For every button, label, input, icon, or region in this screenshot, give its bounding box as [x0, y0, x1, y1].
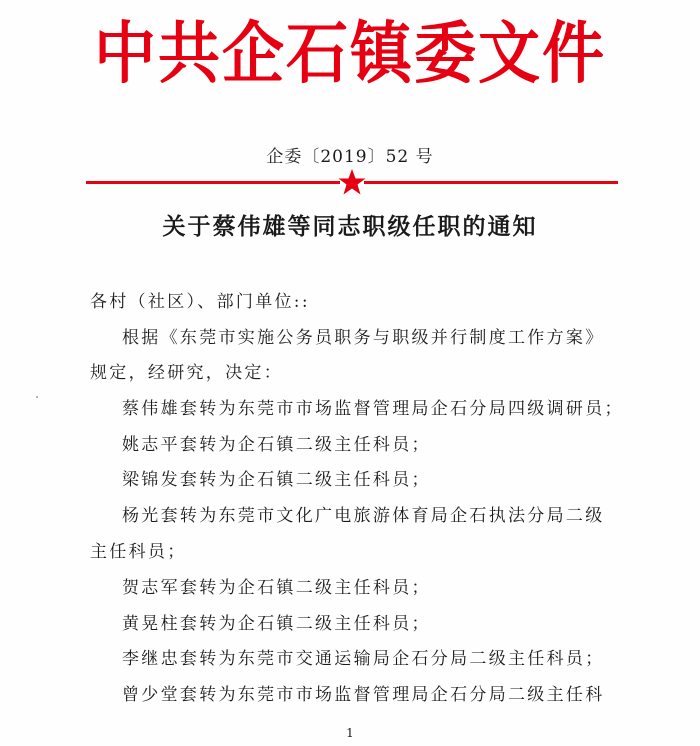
appointment-item: 黄晃柱套转为企石镇二级主任科员；: [122, 614, 431, 634]
appointment-item: 李继忠套转为东莞市交通运输局企石分局二级主任科员；: [122, 649, 605, 669]
appointment-item: 姚志平套转为企石镇二级主任科员；: [122, 435, 431, 455]
document-masthead: 中共企石镇委文件: [93, 14, 606, 93]
red-separator-line-left: [86, 181, 340, 184]
appointment-item: 梁锦发套转为企石镇二级主任科员；: [122, 470, 431, 490]
salutation-line: 各村（社区）、部门单位::: [90, 292, 310, 312]
appointment-item: 贺志军套转为企石镇二级主任科员；: [122, 578, 431, 598]
scan-speck: [36, 396, 38, 398]
star-icon: [337, 168, 367, 196]
body-paragraph-line: 根据《东莞市实施公务员职务与职级并行制度工作方案》: [122, 328, 605, 348]
appointment-item-continuation: 主任科员；: [90, 542, 187, 562]
appointment-item: 杨光套转为东莞市文化广电旅游体育局企石执法分局二级: [122, 506, 605, 526]
red-separator-line-right: [364, 181, 618, 184]
appointment-item: 曾少堂套转为东莞市市场监督管理局企石分局二级主任科: [122, 685, 605, 705]
document-number: 企委〔2019〕52 号: [266, 147, 434, 167]
page-number: 1: [346, 726, 354, 740]
document-title: 关于蔡伟雄等同志职级任职的通知: [162, 214, 538, 240]
appointment-item: 蔡伟雄套转为东莞市市场监督管理局企石分局四级调研员；: [122, 399, 624, 419]
body-paragraph-line: 规定，经研究，决定：: [90, 363, 283, 383]
